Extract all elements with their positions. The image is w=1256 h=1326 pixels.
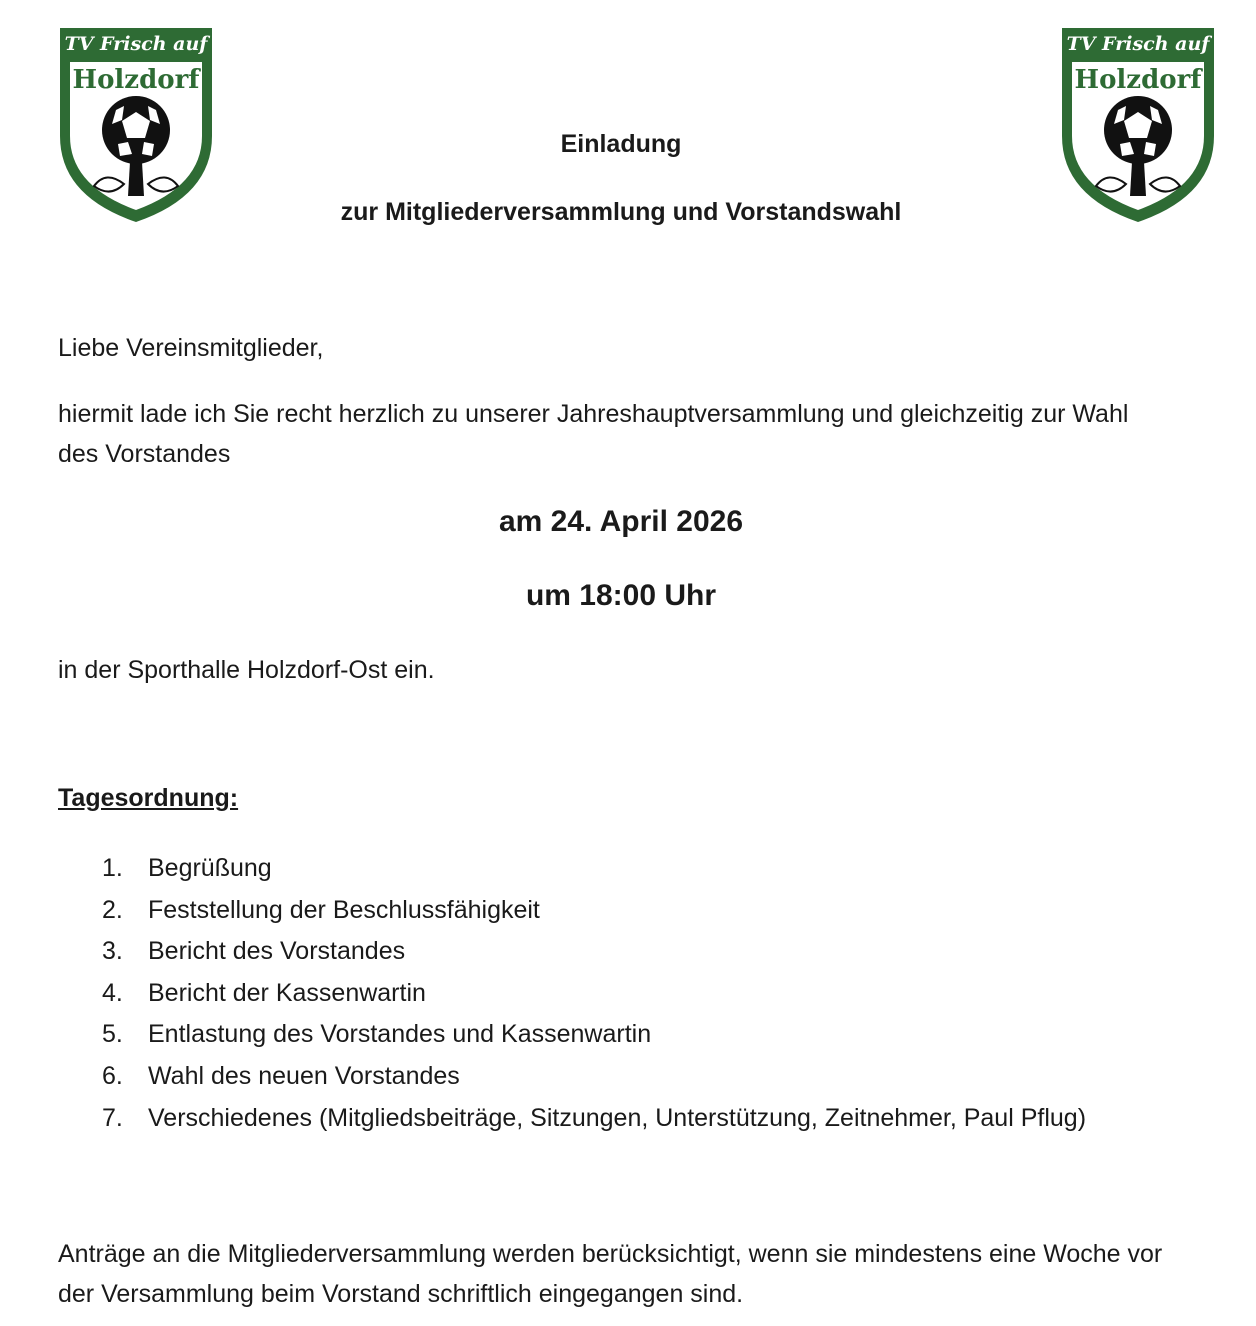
agenda-title: Tagesordnung: bbox=[58, 784, 239, 812]
agenda-list bbox=[58, 848, 1086, 1139]
agenda-item bbox=[58, 1056, 1086, 1098]
agenda-item bbox=[58, 848, 1086, 890]
agenda-item bbox=[58, 931, 1086, 973]
document-subtitle: zur Mitgliederversammlung und Vorstandswahl bbox=[340, 198, 902, 226]
club-crest-icon bbox=[58, 26, 214, 224]
crest-top-text: TV Frisch auf bbox=[64, 33, 208, 55]
agenda-item-text: Bericht der Kassenwartin bbox=[148, 978, 426, 1007]
agenda-item bbox=[58, 1098, 1086, 1140]
agenda-item-number: 6. bbox=[102, 1061, 123, 1090]
crest-top-text: TV Frisch auf bbox=[1066, 33, 1210, 55]
agenda-item-number: 2. bbox=[102, 895, 123, 924]
agenda-item bbox=[58, 1014, 1086, 1056]
document-title: Einladung bbox=[560, 130, 682, 158]
intro-paragraph: hiermit lade ich Sie recht herzlich zu unserer Jahreshauptversammlung und gleichzeitig zur Wahl des Vorstandes bbox=[58, 400, 1129, 468]
agenda-item-number: 7. bbox=[102, 1103, 123, 1132]
agenda-item-text: Wahl des neuen Vorstandes bbox=[148, 1061, 460, 1090]
greeting: Liebe Vereinsmitglieder, bbox=[58, 334, 324, 362]
club-crest-icon bbox=[1060, 26, 1216, 224]
agenda-item-number: 4. bbox=[102, 978, 123, 1007]
agenda-item bbox=[58, 890, 1086, 932]
club-crest-right bbox=[1060, 26, 1216, 224]
club-crest-left bbox=[58, 26, 214, 224]
meeting-date: am 24. April 2026 bbox=[498, 505, 744, 538]
agenda-item-number: 5. bbox=[102, 1020, 123, 1049]
agenda-item-text: Begrüßung bbox=[148, 854, 272, 882]
meeting-venue: in der Sporthalle Holzdorf-Ost ein. bbox=[58, 656, 435, 684]
agenda-item bbox=[58, 973, 1086, 1015]
agenda-item-number: 3. bbox=[102, 937, 123, 966]
crest-name-text: Holzdorf bbox=[72, 65, 200, 95]
agenda-item-text: Entlastung des Vorstandes und Kassenwartin bbox=[148, 1020, 652, 1049]
agenda-item-text: Feststellung der Beschlussfähigkeit bbox=[148, 895, 540, 924]
closing-paragraph: Anträge an die Mitgliederversammlung werden berücksichtigt, wenn sie mindestens eine Woche vor der Versammlung beim Vorstand schriftlich eingegangen sind. bbox=[58, 1240, 1163, 1308]
agenda-item-text: Bericht des Vorstandes bbox=[148, 937, 406, 966]
crest-name-text: Holzdorf bbox=[1074, 65, 1202, 95]
agenda-item-text: Verschiedenes (Mitgliedsbeiträge, Sitzungen, Unterstützung, Zeitnehmer, Paul Pflug) bbox=[148, 1103, 1087, 1132]
agenda-item-number: 1. bbox=[102, 854, 123, 882]
meeting-time: um 18:00 Uhr bbox=[525, 579, 717, 612]
